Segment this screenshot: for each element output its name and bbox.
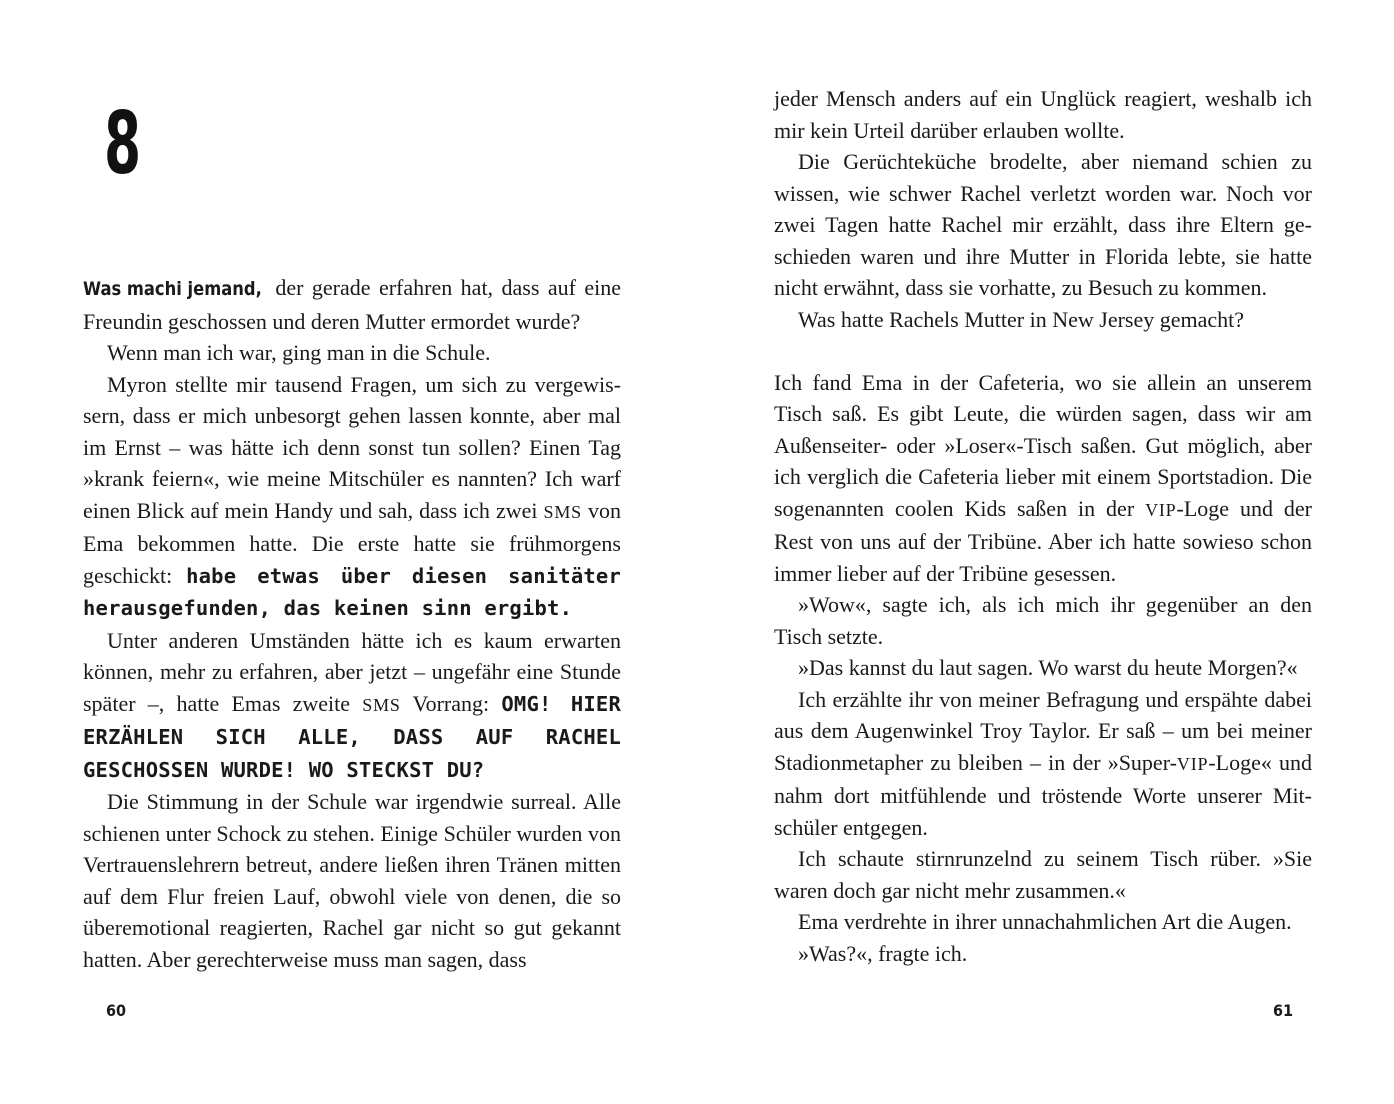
paragraph: Ich schaute stirnrunzelnd zu seinem Tisch rüber. »Sie waren doch gar nicht mehr zusammen.« (774, 846, 1312, 903)
paragraph: Die Stimmung in der Schule war irgendwie surreal. Alle schienen unter Schock zu stehen. Einige Schüler wurden von Vertrauenslehrern betreut, andere ließen ihren Tränen mitten auf dem Flur freien Lauf, obwohl viele von denen, die so überemotional reagierten, Rachel gar nicht so gut gekannt hatten. Aber gerechterweise muss man sagen, dass (83, 789, 621, 972)
paragraph: Ich fand Ema in der Cafeteria, wo sie allein an unserem Tisch saß. Es gibt Leute, die würden sagen, dass wir am Außenseiter- oder »Loser«-Tisch saßen. Gut möglich, aber ich verglich die Cafeteria lieber mit einem Sportstadion. Die sogenannten coolen Kids saßen in der VIP-Loge und der Rest von uns auf der Tribüne. Aber ich hatte sowieso schon immer lieber auf der Tribüne gesessen. (774, 369, 1312, 586)
paragraph: Was machi jemand, der gerade erfahren hat, dass auf eine Freundin geschossen und deren Mutter ermordet wurde? (83, 275, 621, 334)
paragraph: Ich erzählte ihr von meiner Befragung und erspähte dabei aus dem Augenwinkel Troy Taylor. Er saß – um bei meiner Stadionmetapher zu bleiben – in der »Super-VIP-Loge« und nahm dort mitfühlende und tröstende Worte unserer Mitschüler entgegen. (774, 686, 1312, 840)
paragraph: Wenn man ich war, ging man in die Schule. (107, 340, 491, 365)
paragraph: Myron stellte mir tausend Fragen, um sich zu vergewissern, dass er mich unbesorgt gehen lassen konnte, aber mal im Ernst – was hätte ich denn sonst tun sollen? Einen Tag »krank feiern«, wie meine Mitschüler es nannten? Ich warf einen Blick auf mein Handy und sah, dass ich zwei SMS von Ema bekommen hatte. Die erste hatte sie frühmorgens geschickt: habe etwas über diesen sanitäter herausgefunden, das keinen sinn ergibt. (83, 371, 621, 620)
paragraph: jeder Mensch anders auf ein Unglück reagiert, weshalb ich mir kein Urteil darüber erlauben wollte. (774, 86, 1312, 143)
left-page-body (83, 272, 621, 975)
paragraph: »Wow«, sagte ich, als ich mich ihr gegenüber an den Tisch setzte. (774, 592, 1312, 649)
page-number: 60 (106, 1001, 127, 1020)
lead-in-phrase: Was machi jemand, (83, 278, 262, 300)
vip-abbreviation: VIP (1176, 753, 1209, 774)
paragraph: »Was?«, fragte ich. (798, 940, 968, 966)
chapter-number: 8 (104, 94, 142, 194)
text-message: OMG! HIER ERZÄHLEN SICH ALLE, DASS AUF RACHEL GESCHOSSEN WURDE! WO STECKST DU? (83, 691, 621, 782)
paragraph: Unter anderen Umständen hätte ich es kaum erwarten können, mehr zu erfahren, aber jetzt – ungefähr eine Stunde später –, hatte Emas zweite SMS Vorrang: OMG! HIER ERZÄHLEN SICH ALLE, DASS AUF RACHEL GESCHOSSEN WURDE! WO STECKST DU? (83, 627, 621, 782)
paragraph: Die Gerüchteküche brodelte, aber niemand schien zu wissen, wie schwer Rachel verletzt worden war. Noch vor zwei Tagen hatte Rachel mir erzählt, dass ihre Eltern geschieden waren und ihre Mutter in Florida lebte, sie hatte nicht erwähnt, dass sie vorhatte, zu Besuch zu kommen. (774, 149, 1312, 300)
page-number: 61 (1273, 1001, 1294, 1020)
sms-abbreviation: SMS (543, 501, 582, 522)
sms-abbreviation: SMS (362, 694, 401, 715)
paragraph: Ema verdrehte in ihrer unnachahmlichen Art die Augen. (798, 909, 1292, 934)
right-page-body (774, 83, 1312, 969)
paragraph: Was hatte Rachels Mutter in New Jersey gemacht? (798, 306, 1245, 332)
paragraph: »Das kannst du laut sagen. Wo warst du heute Morgen?« (798, 655, 1298, 680)
vip-abbreviation: VIP (1145, 499, 1177, 520)
right-page (697, 0, 1394, 1104)
text-message: habe etwas über diesen sanitäter herausgefunden, das keinen sinn ergibt. (83, 563, 621, 620)
